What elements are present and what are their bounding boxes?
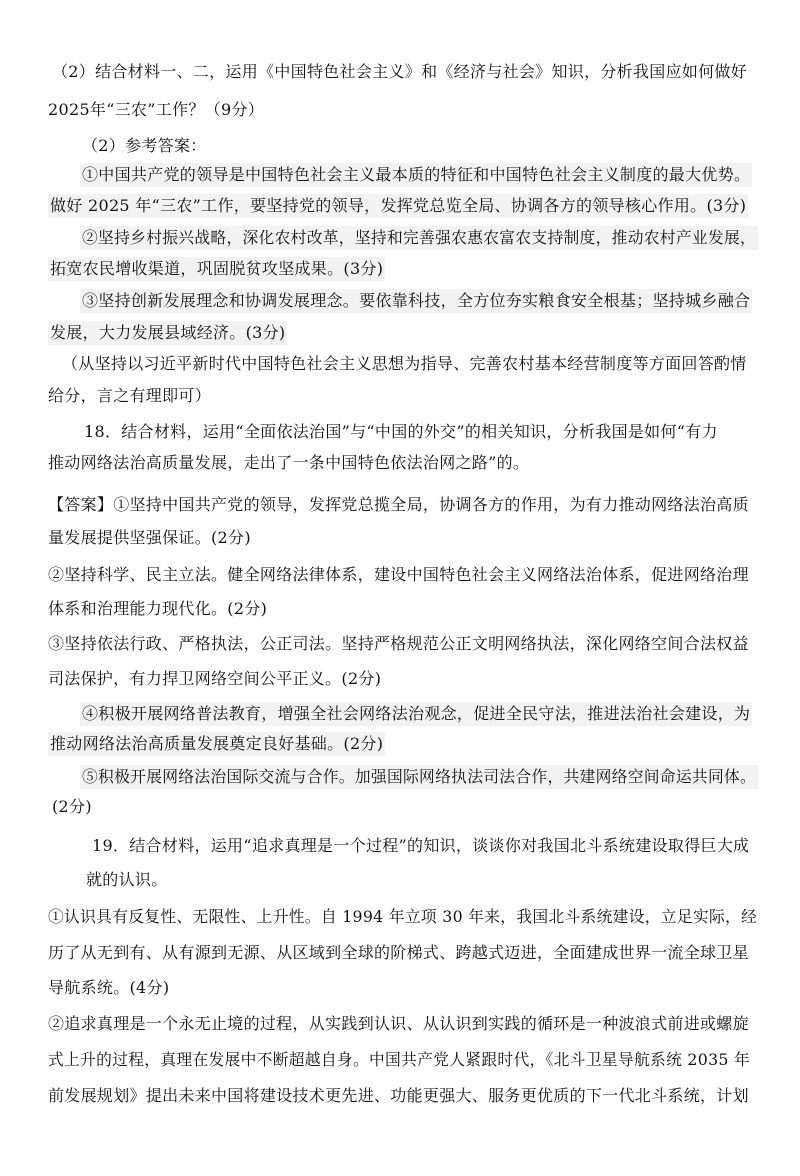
q17-answer-line-5: ③坚持创新发展理念和协调发展理念。要依靠科技，全方位夯实粮食安全根基；坚持城乡融合 bbox=[80, 289, 752, 313]
q18-answer-line-5: ③坚持依法行政、严格执法，公正司法。坚持严格规范公正文明网络执法，深化网络空间合法权益 bbox=[48, 634, 749, 653]
q19-answer-line-6: 前发展规划》提出未来中国将建设技术更先进、功能更强大、服务更优质的下一代北斗系统，计划 bbox=[48, 1086, 749, 1105]
q17-answer-note-line-1: （从坚持以习近平新时代中国特色社会主义思想为指导、完善农村基本经营制度等方面回答酌情 bbox=[62, 354, 747, 373]
q18-question-line-2: 推动网络法治高质量发展，走出了一条中国特色依法治网之路”的。 bbox=[48, 453, 530, 472]
q18-answer-line-2: 量发展提供坚强保证。(2分) bbox=[48, 528, 251, 547]
q17-answer-line-3: ②坚持乡村振兴战略，深化农村改革，坚持和完善强农惠农富农支持制度，推动农村产业发展， bbox=[80, 226, 758, 250]
q17-answer-line-6: 发展，大力发展县域经济。(3分) bbox=[48, 321, 287, 345]
q17-answer-line-1: ①中国共产党的领导是中国特色社会主义最本质的特征和中国特色社会主义制度的最大优势。 bbox=[80, 163, 752, 187]
q18-question-line-1: 18．结合材料，运用“全面依法治国”与“中国的外交”的相关知识，分析我国是如何“有力 bbox=[84, 422, 718, 441]
q18-answer-line-10: (2分) bbox=[52, 797, 92, 816]
q19-answer-line-2: 历了从无到有、从有源到无源、从区域到全球的阶梯式、跨越式迈进，全面建成世界一流全球卫星 bbox=[48, 943, 749, 962]
q19-answer-line-4: ②追求真理是一个永无止境的过程，从实践到认识、从认识到实践的循环是一种波浪式前进或螺旋 bbox=[48, 1014, 749, 1033]
q17-answer-note-line-2: 给分，言之有理即可） bbox=[48, 386, 212, 405]
q18-answer-line-4: 体系和治理能力现代化。(2分) bbox=[48, 599, 268, 618]
q18-answer-line-3: ②坚持科学、民主立法。健全网络法律体系，建设中国特色社会主义网络法治体系，促进网络治理 bbox=[48, 565, 749, 584]
q19-question-line-1: 19．结合材料，运用“追求真理是一个过程”的知识，谈谈你对我国北斗系统建设取得巨大成 bbox=[92, 836, 750, 855]
q17-answer-line-2: 做好 2025 年“三农”工作，要坚持党的领导，发挥党总览全局、协调各方的领导核心作用。(3分) bbox=[48, 194, 748, 218]
q19-question-line-2: 就的认识。 bbox=[86, 870, 168, 889]
q17-answer-heading: （2）参考答案： bbox=[82, 136, 207, 155]
q18-answer-line-6: 司法保护，有力捍卫网络空间公平正义。(2分) bbox=[48, 669, 382, 688]
q18-answer-line-8: 推动网络法治高质量发展奠定良好基础。(2分) bbox=[48, 732, 385, 756]
q17-question-line-1: （2）结合材料一、二，运用《中国特色社会主义》和《经济与社会》知识，分析我国应如何做好 bbox=[52, 62, 748, 81]
q18-answer-line-7: ④积极开展网络普法教育，增强全社会网络法治观念，促进全民守法，推进法治社会建设，为 bbox=[80, 702, 752, 726]
q19-answer-line-3: 导航系统。(4分) bbox=[48, 978, 170, 997]
q18-answer-line-9: ⑤积极开展网络法治国际交流与合作。加强国际网络执法司法合作，共建网络空间命运共同体。 bbox=[80, 765, 758, 789]
q17-question-line-2: 2025年“三农”工作？（9分） bbox=[48, 100, 265, 119]
q19-answer-line-1: ①认识具有反复性、无限性、上升性。自 1994 年立项 30 年来，我国北斗系统建设，立足实际，经 bbox=[48, 907, 758, 926]
q17-answer-line-4: 拓宽农民增收渠道，巩固脱贫攻坚成果。(3分) bbox=[48, 257, 385, 281]
q19-answer-line-5: 式上升的过程，真理在发展中不断超越自身。中国共产党人紧跟时代，《北斗卫星导航系统 2035 年 bbox=[48, 1050, 751, 1069]
q18-answer-line-1: 【答案】①坚持中国共产党的领导，发挥党总揽全局，协调各方的作用，为有力推动网络法治高质 bbox=[48, 495, 749, 514]
